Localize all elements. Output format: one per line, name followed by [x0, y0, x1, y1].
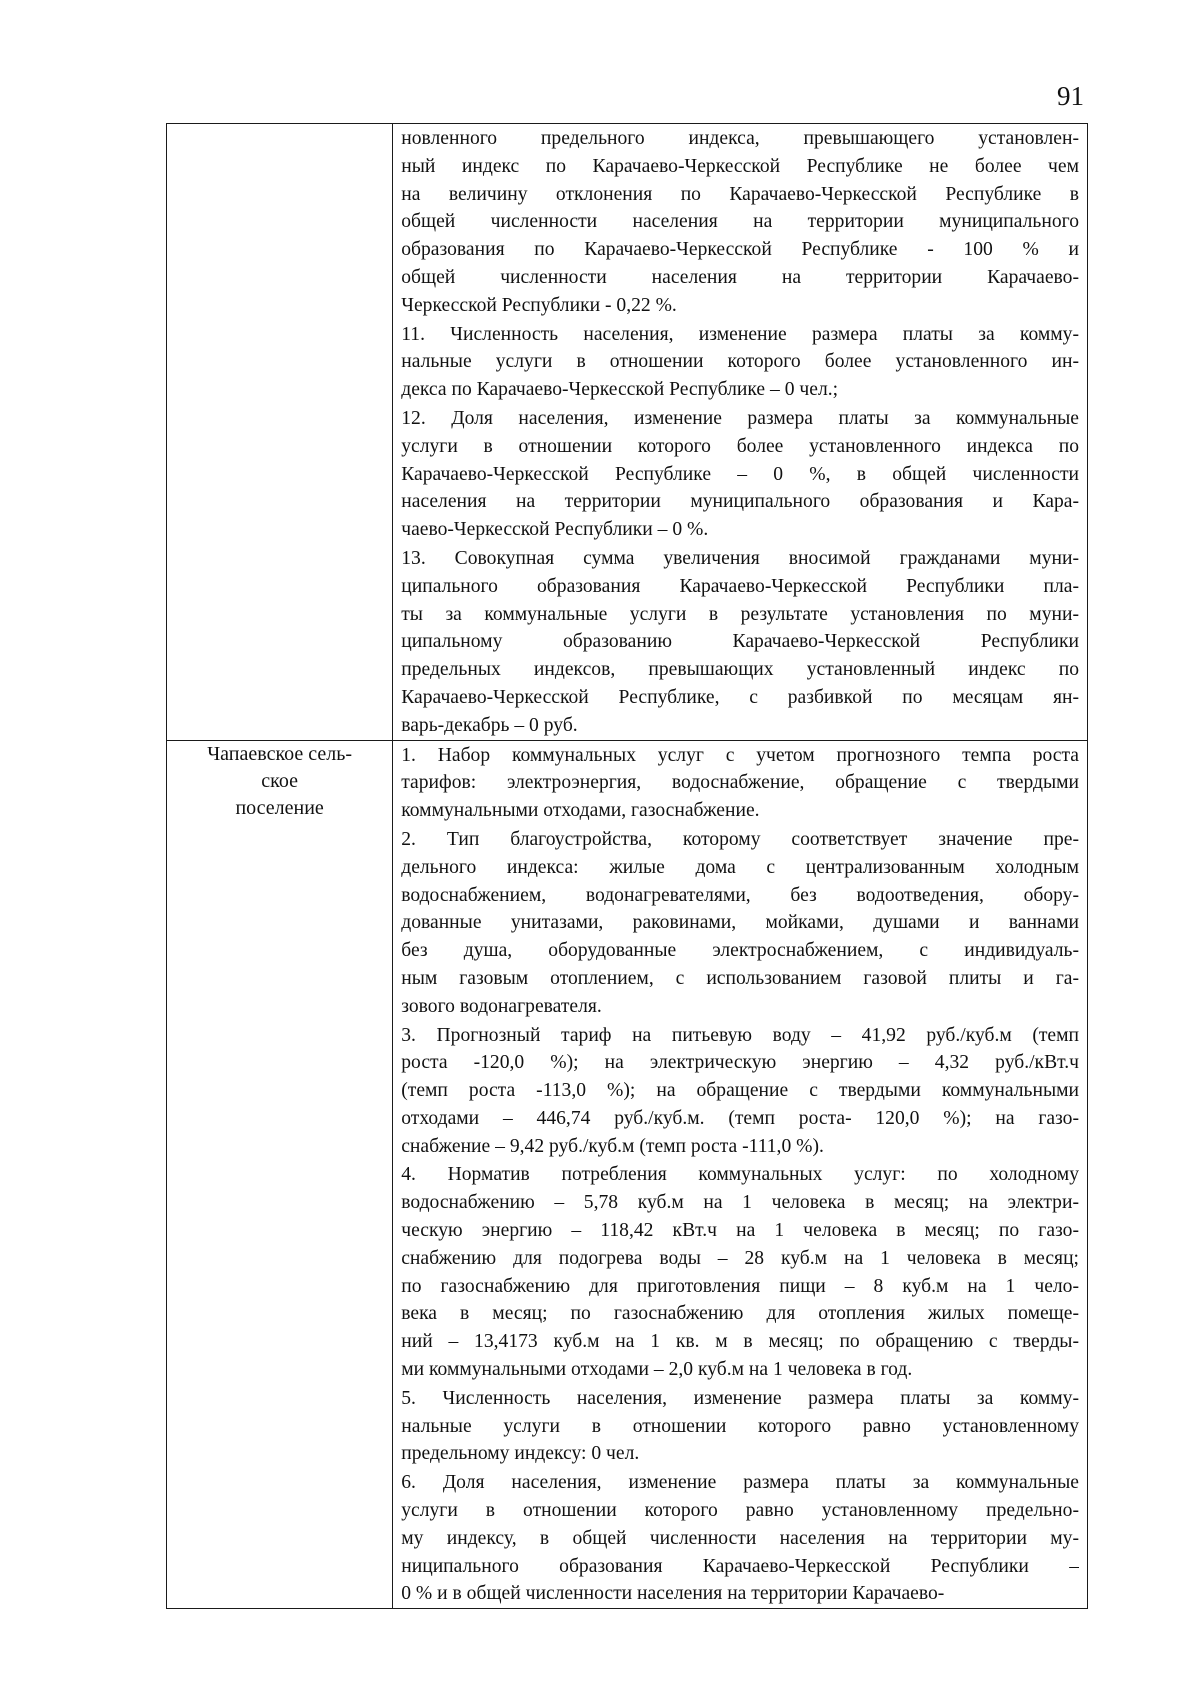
- description-paragraph: [393, 404, 1087, 544]
- text-line: чаево-Черкесской Республики – 0 %.: [401, 519, 709, 541]
- text-line: предельному индексу: 0 чел.: [401, 1443, 640, 1465]
- text-line: новленного предельного индекса, превышающего установлен-: [401, 128, 1079, 149]
- text-line: 2. Тип благоустройства, которому соответствует значение пре-: [401, 828, 1079, 850]
- description-paragraph: [393, 1160, 1087, 1383]
- description-cell: [393, 740, 1088, 1609]
- text-line: коммунальными отходами, газоснабжение.: [401, 800, 760, 822]
- text-line: зового водонагревателя.: [401, 995, 602, 1017]
- municipality-name-line: поселение: [235, 797, 324, 820]
- text-line: общей численности населения на территории Карачаево-: [401, 266, 1079, 288]
- municipality-name-cell: [167, 124, 393, 741]
- description-paragraph: [393, 1021, 1087, 1161]
- text-line: ным газовым отоплением, с использованием газовой плиты и га-: [401, 967, 1079, 989]
- text-line: ты за коммунальные услуги в результате установления по муни-: [401, 603, 1079, 625]
- text-line: тарифов: электроэнергия, водоснабжение, обращение с твердыми: [401, 772, 1079, 794]
- table-row: [167, 740, 1088, 1609]
- text-line: ципальному образованию Карачаево-Черкесской Республики: [401, 631, 1079, 653]
- tariff-table: [166, 123, 1088, 1609]
- text-line: 4. Норматив потребления коммунальных услуг: по холодному: [401, 1164, 1079, 1186]
- text-line: 11. Численность населения, изменение размера платы за комму-: [401, 323, 1079, 345]
- text-line: снабжение – 9,42 руб./куб.м (темп роста -111,0 %).: [401, 1135, 824, 1157]
- text-line: дельного индекса: жилые дома с централизованным холодным: [401, 856, 1079, 878]
- text-line: ний – 13,4173 куб.м на 1 кв. м в месяц; по обращению с тверды-: [401, 1331, 1079, 1353]
- text-line: общей численности населения на территории муниципального: [401, 211, 1079, 233]
- description-paragraph: [393, 1384, 1087, 1468]
- text-line: декса по Карачаево-Черкесской Республике – 0 чел.;: [401, 379, 839, 401]
- table-row: [167, 124, 1088, 741]
- text-line: 13. Совокупная сумма увеличения вносимой гражданами муни-: [401, 547, 1079, 569]
- text-line: нальные услуги в отношении которого более установленного ин-: [401, 351, 1079, 373]
- description-paragraph: [393, 320, 1087, 404]
- text-line: без душа, оборудованные электроснабжением, с индивидуаль-: [401, 940, 1079, 962]
- text-line: предельных индексов, превышающих установленный индекс по: [401, 659, 1079, 681]
- text-line: на величину отклонения по Карачаево-Черкесской Республике в: [401, 183, 1079, 205]
- text-line: услуги в отношении которого равно установленному предельно-: [401, 1500, 1079, 1522]
- text-line: 5. Численность населения, изменение размера платы за комму-: [401, 1387, 1079, 1409]
- text-line: ципального образования Карачаево-Черкесской Республики пла-: [401, 575, 1079, 597]
- text-line: ческую энергию – 118,42 кВт.ч на 1 человека в месяц; по газо-: [401, 1220, 1079, 1242]
- text-line: отходами – 446,74 руб./куб.м. (темп роста- 120,0 %); на газо-: [401, 1107, 1079, 1129]
- text-line: населения на территории муниципального образования и Кара-: [401, 491, 1079, 513]
- text-line: 6. Доля населения, изменение размера платы за коммунальные: [401, 1472, 1079, 1494]
- text-line: 0 % и в общей численности населения на территории Карачаево-: [401, 1583, 945, 1605]
- text-line: образования по Карачаево-Черкесской Республике - 100 % и: [401, 239, 1079, 261]
- description-cell: [393, 124, 1088, 741]
- text-line: века в месяц; по газоснабжению для отопления жилых помеще-: [401, 1303, 1079, 1325]
- text-line: Карачаево-Черкесской Республике – 0 %, в общей численности: [401, 463, 1079, 485]
- text-line: по газоснабжению для приготовления пищи – 8 куб.м на 1 чело-: [401, 1275, 1079, 1297]
- description-paragraph: [393, 825, 1087, 1021]
- municipality-name-cell: [167, 740, 393, 1609]
- text-line: ниципального образования Карачаево-Черкесской Республики –: [401, 1555, 1079, 1577]
- text-line: Карачаево-Черкесской Республике, с разбивкой по месяцам ян-: [401, 686, 1079, 708]
- text-line: водоснабжению – 5,78 куб.м на 1 человека в месяц; на электри-: [401, 1192, 1079, 1214]
- text-line: 3. Прогнозный тариф на питьевую воду – 41,92 руб./куб.м (темп: [401, 1024, 1079, 1046]
- text-line: водоснабжением, водонагревателями, без водоотведения, обору-: [401, 884, 1079, 906]
- text-line: 1. Набор коммунальных услуг с учетом прогнозного темпа роста: [401, 744, 1079, 766]
- text-line: услуги в отношении которого более установленного индекса по: [401, 435, 1079, 457]
- text-line: ми коммунальными отходами – 2,0 куб.м на 1 человека в год.: [401, 1359, 913, 1381]
- text-line: му индексу, в общей численности населения на территории му-: [401, 1527, 1079, 1549]
- text-line: дованные унитазами, раковинами, мойками, душами и ваннами: [401, 912, 1079, 934]
- municipality-name-line: ское: [261, 769, 298, 792]
- text-line: (темп роста -113,0 %); на обращение с твердыми коммунальными: [401, 1080, 1079, 1102]
- description-paragraph: [393, 1468, 1087, 1608]
- text-line: снабжению для подогрева воды – 28 куб.м на 1 человека в месяц;: [401, 1247, 1079, 1269]
- text-line: Черкесской Республики - 0,22 %.: [401, 294, 677, 316]
- text-line: варь-декабрь – 0 руб.: [401, 714, 578, 736]
- text-line: 12. Доля населения, изменение размера платы за коммунальные: [401, 407, 1079, 429]
- description-paragraph: [393, 124, 1087, 320]
- description-paragraph: [393, 544, 1087, 740]
- description-paragraph: [393, 741, 1087, 825]
- text-line: ный индекс по Карачаево-Черкесской Республике не более чем: [401, 155, 1079, 177]
- municipality-name-line: Чапаевское сель-: [207, 742, 353, 765]
- page-number: 91: [1057, 81, 1084, 111]
- text-line: нальные услуги в отношении которого равно установленному: [401, 1415, 1079, 1437]
- text-line: роста -120,0 %); на электрическую энергию – 4,32 руб./кВт.ч: [401, 1052, 1079, 1074]
